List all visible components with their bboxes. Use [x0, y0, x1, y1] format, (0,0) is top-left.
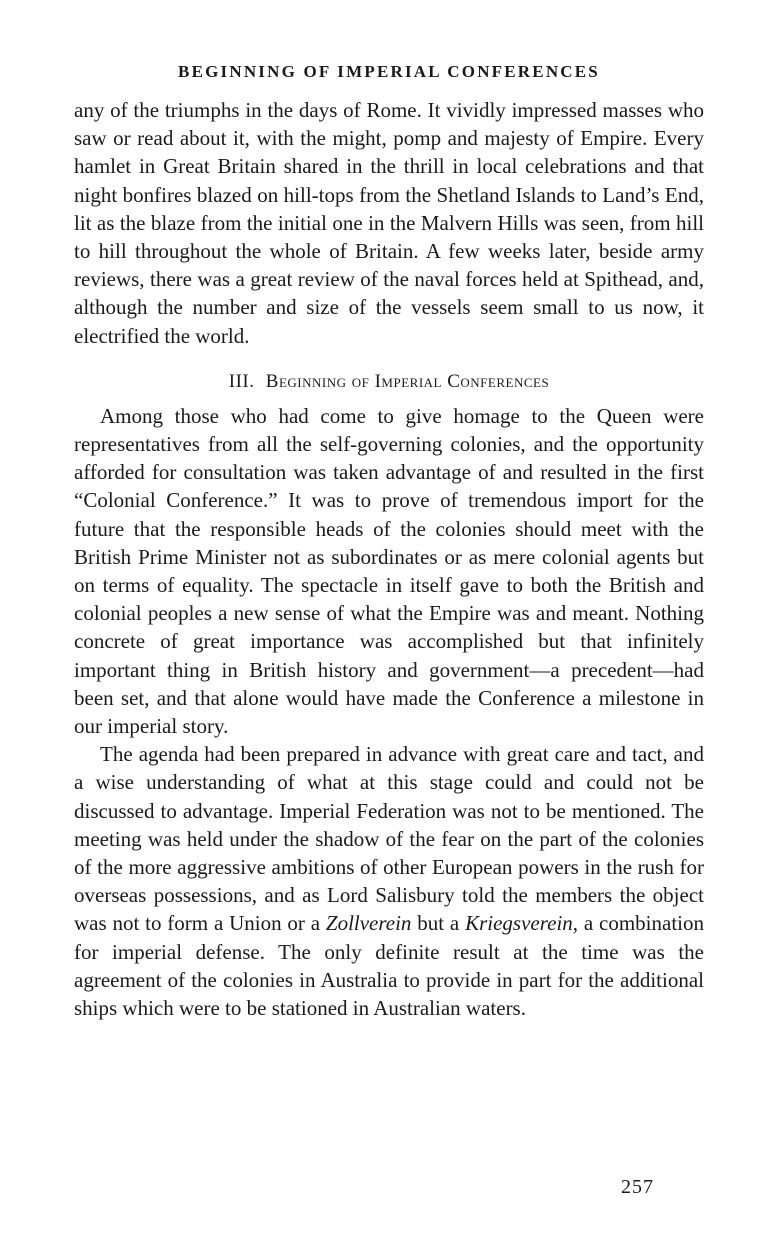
- paragraph-text: but a: [411, 911, 466, 936]
- section-title: Beginning of Imperial Conferences: [265, 370, 550, 392]
- page-number: 257: [621, 1176, 654, 1198]
- italic-term: Kriegsverein: [465, 911, 573, 936]
- page-body: [74, 60, 704, 1022]
- running-head: BEGINNING OF IMPERIAL CONFERENCES: [178, 62, 600, 81]
- paragraph-text: , a combination for imperial defense. The only definite result at the time was the agreement of the colonies in Australia to provide in part for the additional ships which were to be stationed in Australian waters.: [74, 911, 704, 1021]
- italic-term: Zollverein: [325, 911, 412, 936]
- paragraph-text: The agenda had been prepared in advance with great care and tact, and a wise understanding of what at this stage could and could not be discussed to advantage. Imperial Federation was not to be mentioned. The meeting was held under the shadow of the fear on the part of the colonies of the more aggressive ambitions of other European powers in the rush for overseas possessions, and as Lord Salisbury told the members the object was not to form a Union or a: [74, 742, 704, 936]
- paragraph: [74, 740, 704, 1022]
- paragraph-continued: any of the triumphs in the days of Rome. It vividly impressed masses who saw or read about it, with the might, pomp and majesty of Empire. Every hamlet in Great Britain shared in the thrill in local celebrations and that night bonfires blazed on hill-tops from the Shetland Islands to Land’s End, lit as the blaze from the initial one in the Malvern Hills was seen, from hill to hill throughout the whole of Britain. A few weeks later, beside army reviews, there was a great review of the naval forces held at Spithead, and, although the number and size of the vessels seem small to us now, it electrified the world.: [74, 98, 704, 348]
- section-number: III.: [228, 370, 255, 392]
- paragraph: Among those who had come to give homage to the Queen were representatives from all the self-governing colonies, and the opportunity afforded for consultation was taken advantage of and resulted in the first “Colonial Conference.” It was to prove of tremendous import for the future that the responsible heads of the colonies should meet with the British Prime Minister not as subordinates or as mere colonial agents but on terms of equality. The spectacle in itself gave to both the British and colonial peoples a new sense of what the Empire was and meant. Nothing concrete of great importance was accomplished but that infinitely important thing in British history and government—a precedent—had been set, and that alone would have made the Conference a milestone in our imperial story.: [74, 403, 704, 739]
- section-heading: [74, 368, 704, 396]
